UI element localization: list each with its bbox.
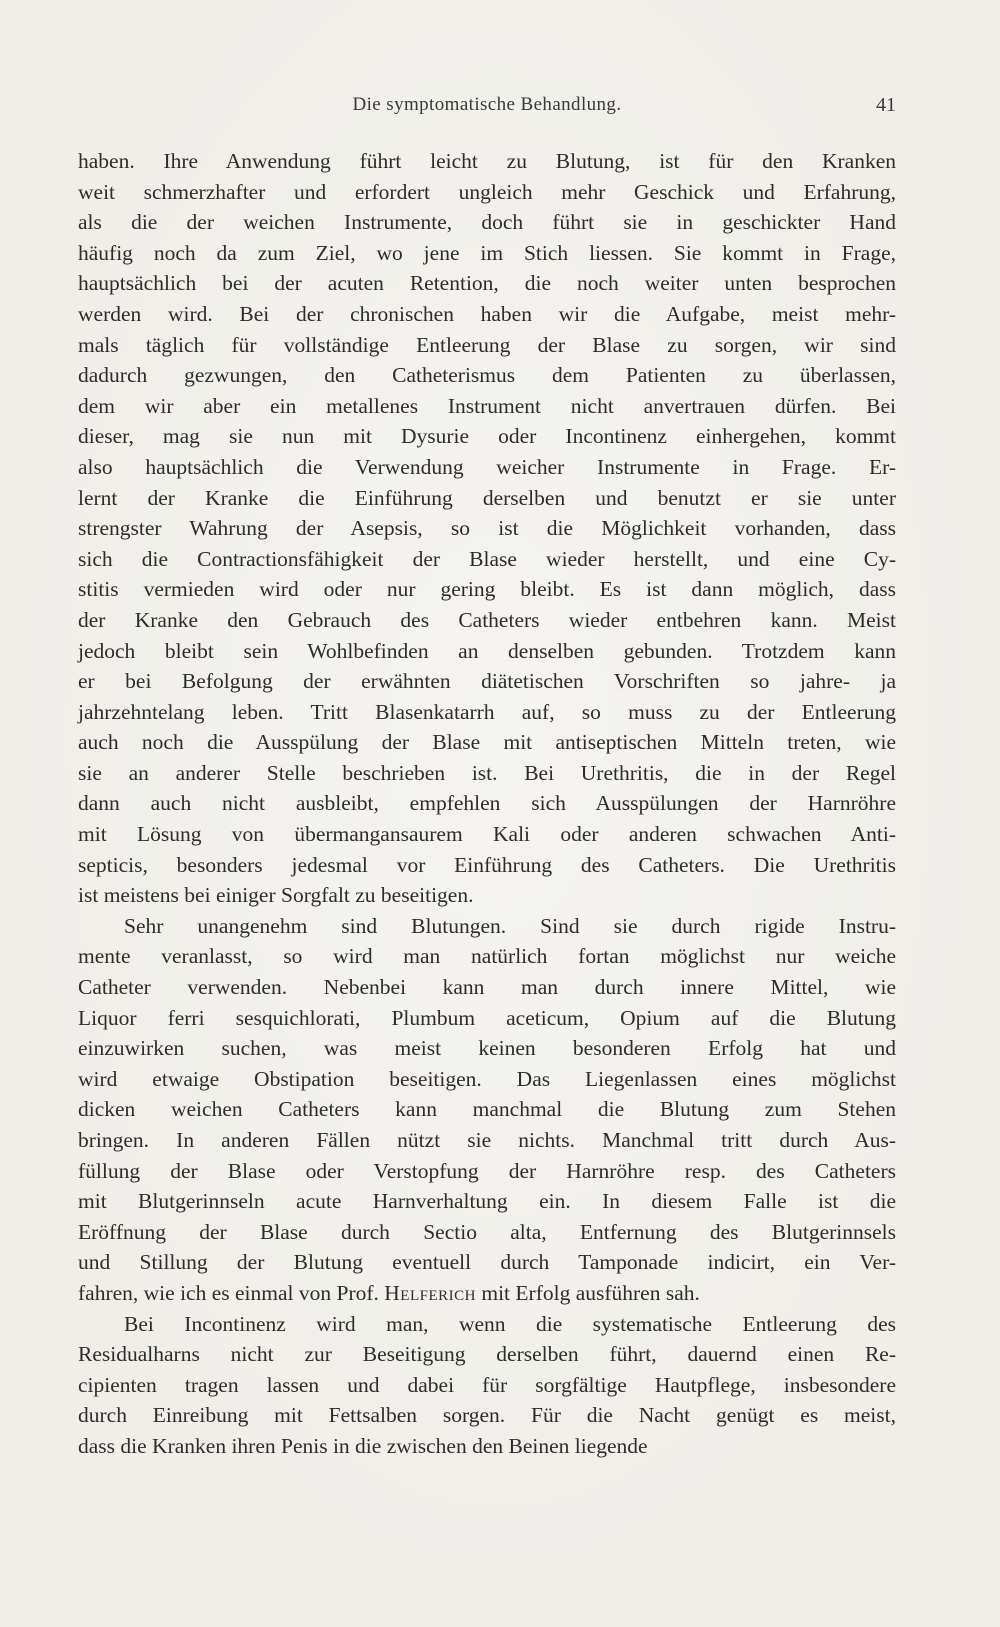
text-line: als die der weichen Instrumente, doch führt sie in geschickter Hand <box>78 210 896 235</box>
text-line: dieser, mag sie nun mit Dysurie oder Incontinenz einhergehen, kommt <box>78 424 896 449</box>
text-line: cipienten tragen lassen und dabei für sorgfältige Hautpflege, insbesondere <box>78 1372 896 1397</box>
text-line: durch Einreibung mit Fettsalben sorgen. Für die Nacht genügt es meist, <box>78 1403 896 1428</box>
text-line: weit schmerzhafter und erfordert ungleich mehr Geschick und Erfahrung, <box>78 179 896 204</box>
text-line: ist meistens bei einiger Sorgfalt zu beseitigen. <box>78 883 474 908</box>
text-line: Catheter verwenden. Nebenbei kann man durch innere Mittel, wie <box>78 975 896 1000</box>
text-line <box>78 1278 896 1309</box>
text-line: werden wird. Bei der chronischen haben wir die Aufgabe, meist mehr- <box>78 301 896 326</box>
text-line: mit Blutgerinnseln acute Harnverhaltung ein. In diesem Falle ist die <box>78 1189 896 1214</box>
text-line: er bei Befolgung der erwähnten diätetischen Vorschriften so jahre- ja <box>78 669 896 694</box>
text-line: mals täglich für vollständige Entleerung der Blase zu sorgen, wir sind <box>78 332 896 357</box>
text-line: haben. Ihre Anwendung führt leicht zu Blutung, ist für den Kranken <box>78 149 896 173</box>
text-line: mit Lösung von übermangansaurem Kali oder anderen schwachen Anti- <box>78 822 896 847</box>
running-title: Die symptomatische Behandlung. <box>352 94 622 115</box>
text-line: auch noch die Ausspülung der Blase mit antiseptischen Mitteln treten, wie <box>78 730 896 755</box>
text-line: strengster Wahrung der Asepsis, so ist die Möglichkeit vorhanden, dass <box>78 516 896 541</box>
text-line: stitis vermieden wird oder nur gering bleibt. Es ist dann möglich, dass <box>78 577 896 602</box>
text-line: septicis, besonders jedesmal vor Einführung des Catheters. Die Urethritis <box>78 852 896 877</box>
text-line: sie an anderer Stelle beschrieben ist. Bei Urethritis, die in der Regel <box>78 760 896 785</box>
text-line: füllung der Blase oder Verstopfung der Harnröhre resp. des Catheters <box>78 1158 896 1183</box>
running-head <box>78 94 896 124</box>
text-line: jedoch bleibt sein Wohlbefinden an denselben gebunden. Trotzdem kann <box>78 638 896 663</box>
author-name: Helferich <box>384 1280 476 1305</box>
text-line: dadurch gezwungen, den Catheterismus dem Patienten zu überlassen, <box>78 363 896 388</box>
text-line: sich die Contractionsfähigkeit der Blase wieder herstellt, und eine Cy- <box>78 546 896 571</box>
text-line: jahrzehntelang leben. Tritt Blasenkatarrh auf, so muss zu der Entleerung <box>78 699 896 724</box>
text-line: also hauptsächlich die Verwendung weicher Instrumente in Frage. Er- <box>78 454 896 479</box>
text-line: dann auch nicht ausbleibt, empfehlen sich Ausspülungen der Harnröhre <box>78 791 896 816</box>
text-fragment: mit Erfolg ausführen sah. <box>475 1280 700 1305</box>
text-line: hauptsächlich bei der acuten Retention, die noch weiter unten besprochen <box>78 271 896 296</box>
text-line: dass die Kranken ihren Penis in die zwischen den Beinen liegende <box>78 1433 648 1458</box>
text-line: wird etwaige Obstipation beseitigen. Das Liegenlassen eines möglichst <box>78 1066 896 1091</box>
text-line: einzuwirken suchen, was meist keinen besonderen Erfolg hat und <box>78 1036 896 1061</box>
text-line: und Stillung der Blutung eventuell durch Tamponade indicirt, ein Ver- <box>78 1250 896 1275</box>
text-line: Sehr unangenehm sind Blutungen. Sind sie durch rigide Instru- <box>124 913 896 938</box>
text-line: lernt der Kranke die Einführung derselben und benutzt er sie unter <box>78 485 896 510</box>
text-line: häufig noch da zum Ziel, wo jene im Stich liessen. Sie kommt in Frage, <box>78 240 896 265</box>
page-number: 41 <box>876 94 896 116</box>
text-line: dem wir aber ein metallenes Instrument nicht anvertrauen dürfen. Bei <box>78 393 896 418</box>
text-line: mente veranlasst, so wird man natürlich fortan möglichst nur weiche <box>78 944 896 969</box>
text-line: Residualharns nicht zur Beseitigung derselben führt, dauernd einen Re- <box>78 1342 896 1367</box>
text-line: Eröffnung der Blase durch Sectio alta, Entfernung des Blutgerinnsels <box>78 1219 896 1244</box>
paragraph <box>78 1309 896 1462</box>
text-line: Liquor ferri sesquichlorati, Plumbum aceticum, Opium auf die Blutung <box>78 1005 896 1030</box>
text-fragment: fahren, wie ich es einmal von Prof. <box>78 1280 385 1305</box>
text-line: Bei Incontinenz wird man, wenn die systematische Entleerung des <box>124 1311 896 1336</box>
text-line: dicken weichen Catheters kann manchmal die Blutung zum Stehen <box>78 1097 896 1122</box>
paragraph <box>78 146 896 911</box>
text-line: bringen. In anderen Fällen nützt sie nichts. Manchmal tritt durch Aus- <box>78 1128 896 1152</box>
text-line: der Kranke den Gebrauch des Catheters wieder entbehren kann. Meist <box>78 607 896 632</box>
body-text <box>78 146 896 1462</box>
paragraph <box>78 911 896 1309</box>
